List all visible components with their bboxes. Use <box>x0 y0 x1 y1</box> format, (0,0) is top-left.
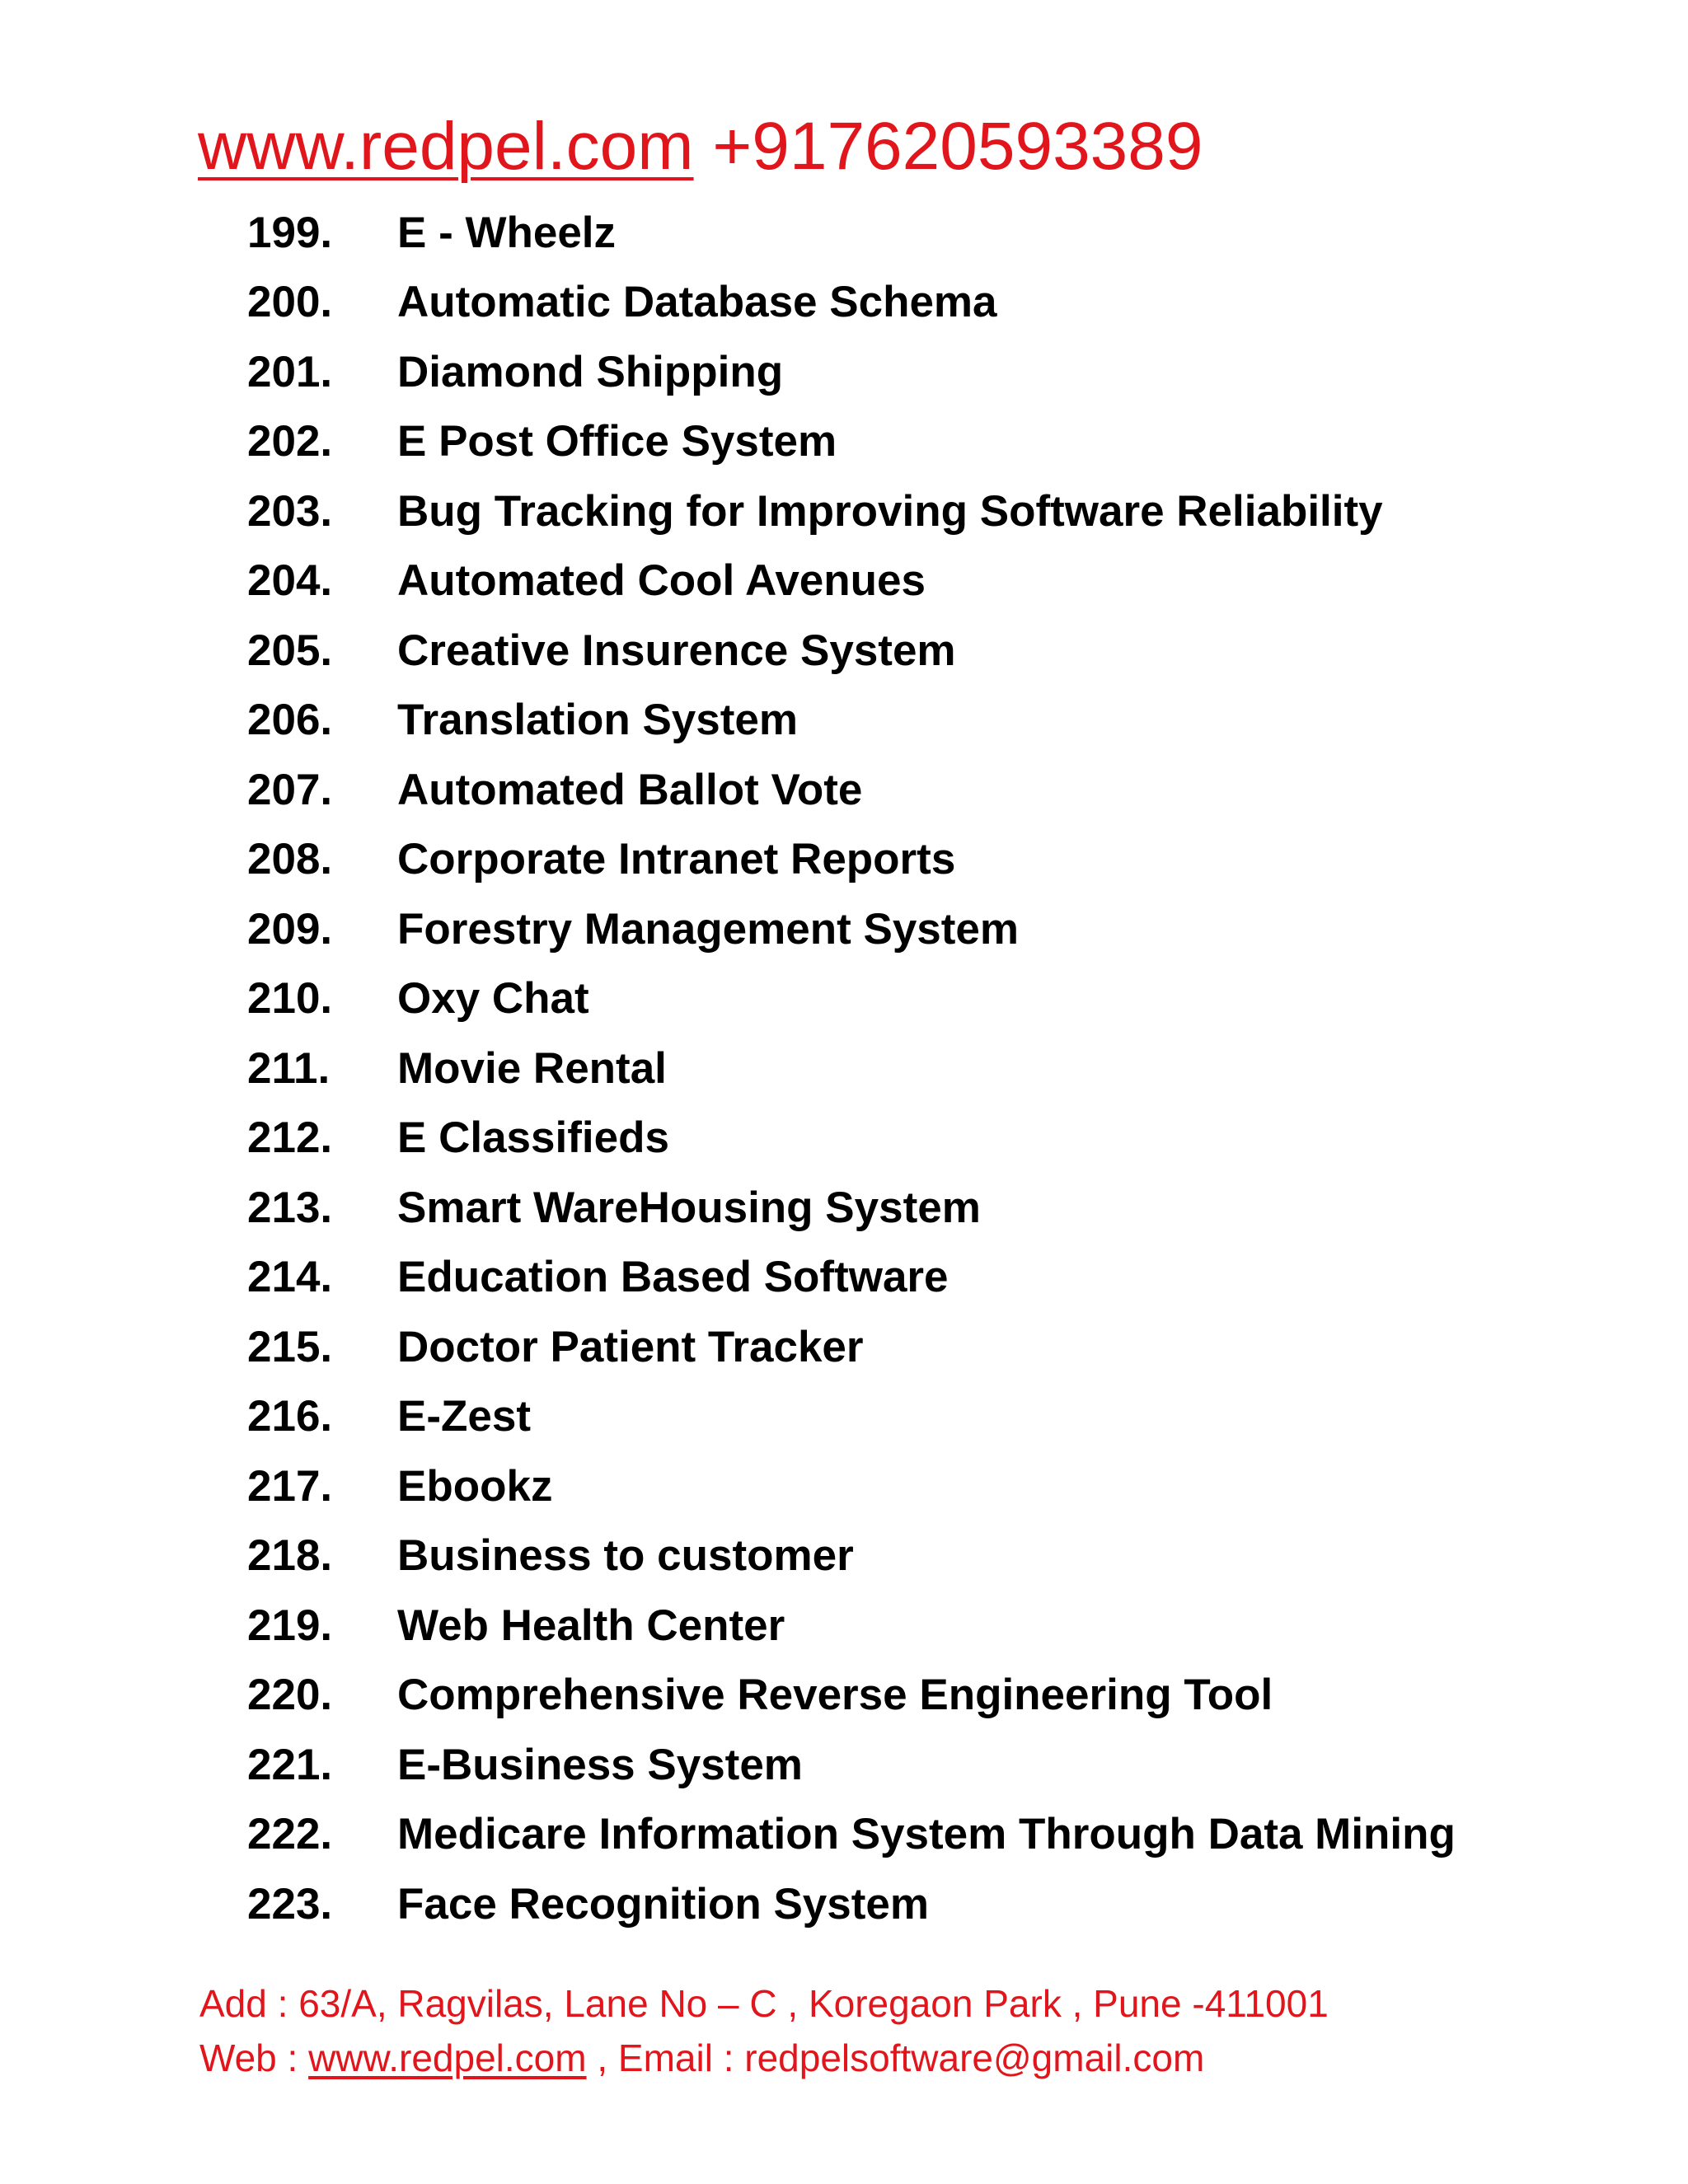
item-number: 219. <box>247 1601 333 1650</box>
item-number: 202. <box>247 417 333 466</box>
list-item <box>247 546 1456 616</box>
item-number: 208. <box>247 835 333 884</box>
footer-website-link[interactable]: www.redpel.com <box>308 2036 587 2079</box>
list-item <box>247 1104 1456 1174</box>
list-item <box>247 1312 1456 1382</box>
item-title: Creative Insurence System <box>397 626 956 675</box>
item-number: 210. <box>247 974 333 1024</box>
list-item <box>247 1730 1456 1800</box>
item-title: E - Wheelz <box>397 208 617 257</box>
item-number: 217. <box>247 1461 333 1511</box>
page-footer <box>199 1976 1329 2085</box>
item-number: 222. <box>247 1810 333 1859</box>
item-number: 211. <box>247 1043 331 1093</box>
list-item <box>247 1800 1456 1870</box>
item-title: Oxy Chat <box>397 974 589 1024</box>
list-item <box>247 1869 1456 1939</box>
item-title: Doctor Patient Tracker <box>397 1322 864 1371</box>
item-number: 201. <box>247 347 333 396</box>
list-item <box>247 825 1456 895</box>
footer-address: Add : 63/A, Ragvilas, Lane No – C , Koregaon Park , Pune -411001 <box>199 1982 1329 2025</box>
list-item <box>247 894 1456 964</box>
page-header <box>198 105 1203 188</box>
item-title: Smart WareHousing System <box>397 1183 981 1232</box>
list-item <box>247 1033 1456 1104</box>
item-number: 205. <box>247 626 333 675</box>
list-item <box>247 337 1456 407</box>
item-title: Education Based Software <box>397 1253 949 1302</box>
item-title: Automatic Database Schema <box>397 278 997 327</box>
list-item <box>247 1382 1456 1452</box>
item-number: 204. <box>247 556 333 606</box>
project-list <box>247 198 1456 1939</box>
item-number: 216. <box>247 1392 333 1441</box>
list-item <box>247 198 1456 268</box>
list-item <box>247 686 1456 756</box>
item-number: 212. <box>247 1113 333 1163</box>
item-number: 223. <box>247 1879 333 1929</box>
list-item <box>247 1591 1456 1661</box>
list-item <box>247 476 1456 546</box>
item-number: 203. <box>247 486 333 536</box>
item-number: 214. <box>247 1253 333 1302</box>
list-item <box>247 268 1456 338</box>
list-item <box>247 1243 1456 1313</box>
item-title: Ebookz <box>397 1461 553 1511</box>
item-title: Corporate Intranet Reports <box>397 835 956 884</box>
item-title: Face Recognition System <box>397 1879 930 1929</box>
item-title: Movie Rental <box>397 1043 667 1093</box>
website-link[interactable]: www.redpel.com <box>198 109 694 184</box>
item-title: Comprehensive Reverse Engineering Tool <box>397 1671 1273 1720</box>
item-title: Business to customer <box>397 1531 854 1581</box>
item-number: 218. <box>247 1531 333 1581</box>
list-item <box>247 1173 1456 1243</box>
item-title: Translation System <box>397 696 799 745</box>
item-title: E-Business System <box>397 1740 803 1789</box>
list-item <box>247 407 1456 477</box>
item-number: 209. <box>247 904 333 954</box>
item-number: 206. <box>247 696 333 745</box>
item-number: 220. <box>247 1671 333 1720</box>
item-title: Forestry Management System <box>397 904 1020 954</box>
list-item <box>247 1521 1456 1591</box>
list-item <box>247 964 1456 1034</box>
footer-web-prefix: Web : <box>199 2036 309 2079</box>
footer-contact <box>199 2031 1329 2085</box>
item-title: Diamond Shipping <box>397 347 784 396</box>
item-title: Medicare Information System Through Data Mining <box>397 1810 1456 1859</box>
footer-email: , Email : redpelsoftware@gmail.com <box>586 2036 1205 2079</box>
item-title: E-Zest <box>397 1392 531 1441</box>
item-number: 215. <box>247 1322 333 1371</box>
item-title: E Post Office System <box>397 417 837 466</box>
item-number: 199. <box>247 208 333 257</box>
item-number: 213. <box>247 1183 333 1232</box>
item-title: Automated Ballot Vote <box>397 765 863 814</box>
item-title: Automated Cool Avenues <box>397 556 926 606</box>
item-title: Bug Tracking for Improving Software Reliability <box>397 486 1383 536</box>
item-number: 221. <box>247 1740 333 1789</box>
list-item <box>247 1661 1456 1731</box>
item-number: 207. <box>247 765 333 814</box>
phone-number: +917620593389 <box>712 109 1203 184</box>
item-number: 200. <box>247 278 333 327</box>
item-title: E Classifieds <box>397 1113 669 1163</box>
list-item <box>247 755 1456 825</box>
list-item <box>247 1451 1456 1521</box>
item-title: Web Health Center <box>397 1601 785 1650</box>
list-item <box>247 616 1456 686</box>
